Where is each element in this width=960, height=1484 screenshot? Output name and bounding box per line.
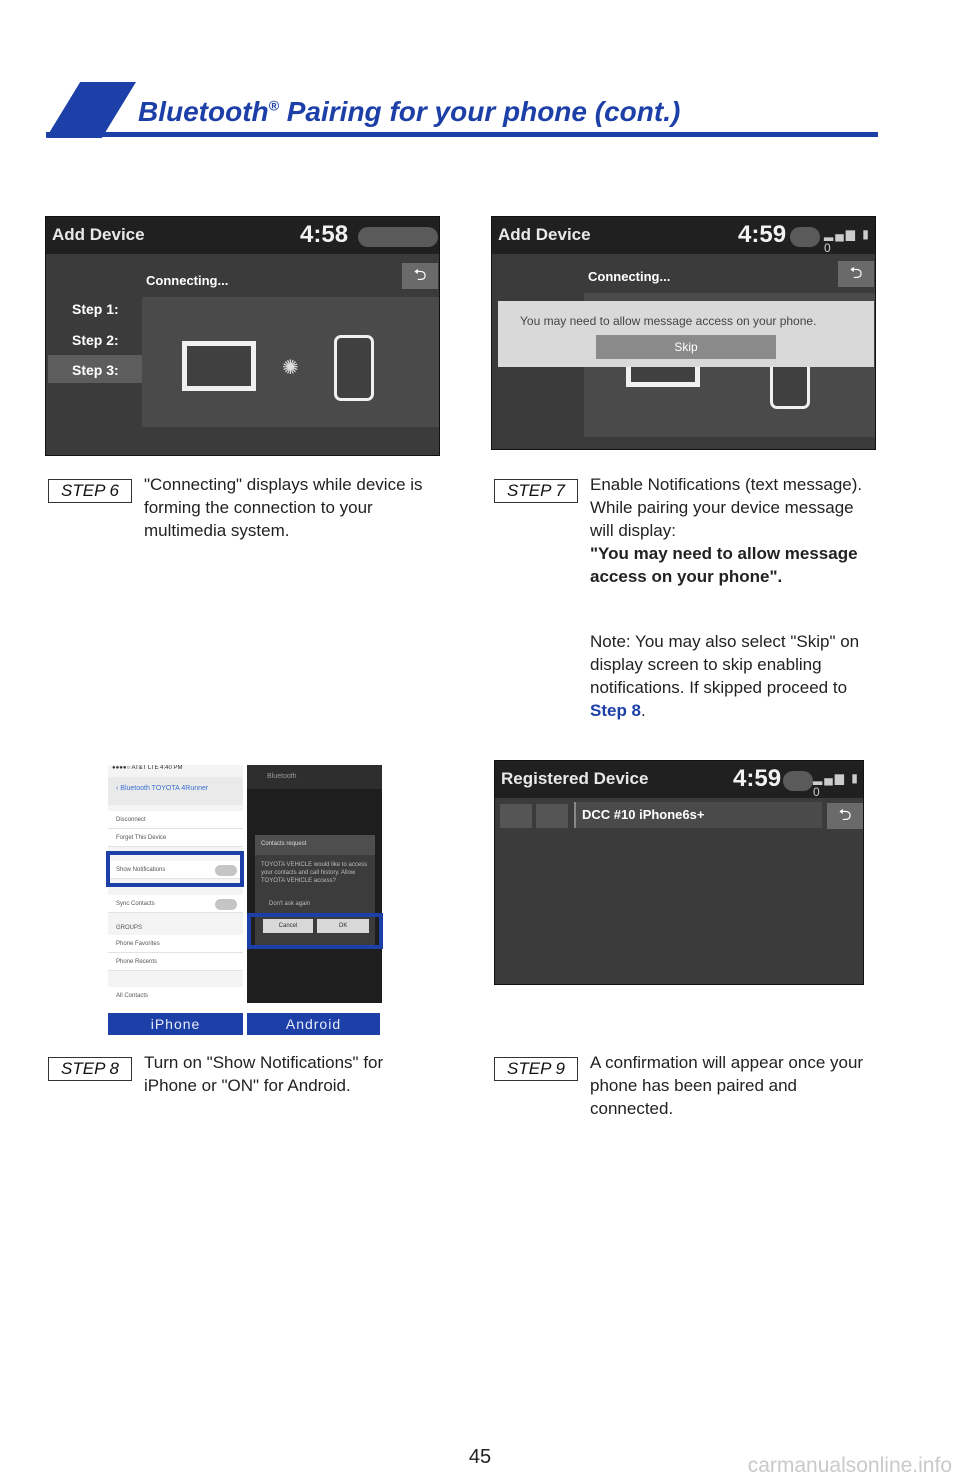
android-dont-ask[interactable]: Don't ask again [269,901,311,907]
iphone-label: iPhone [108,1013,243,1035]
step-7-bold-message: "You may need to allow message access on your phone". [590,544,858,586]
step-3-label: Step 3: [72,362,119,378]
android-header: Bluetooth [247,765,382,789]
step-8-badge: STEP 8 [48,1057,132,1081]
step-6-badge: STEP 6 [48,479,132,503]
connecting-label: Connecting... [146,273,229,288]
ios-row-show-notifications[interactable]: Show Notifications [108,861,243,879]
step-7-text: Enable Notifications (text message). While pairing your device message will display: "You may need to allow message access on your phone". [590,475,863,586]
ios-row-favorites[interactable]: Phone Favorites [108,935,243,953]
connecting-label: Connecting... [588,269,671,284]
page-title: Bluetooth® Pairing for your phone (cont.) [138,96,681,127]
ios-nav-bar: ‹ Bluetooth TOYOTA 4Runner [108,777,243,805]
head-unit-icon [182,341,256,391]
ios-row-all-contacts[interactable]: All Contacts [108,987,243,1003]
dialog-message: You may need to allow message access on your phone. [520,314,817,328]
step-7-badge: STEP 7 [494,479,578,503]
screen-clock: 4:58 [300,221,349,248]
ios-row-disconnect[interactable]: Disconnect [108,811,243,829]
phone-icon [334,335,374,401]
android-dialog-body: TOYOTA VEHICLE would like to access your contacts and call history. Allow TOYOTA VEHICLE access? [261,862,368,884]
android-ok-button[interactable]: OK [317,919,369,933]
bluetooth-audio-icon [536,804,568,828]
screen-title: Registered Device [501,769,649,788]
ios-row-groups: GROUPS [108,919,243,937]
android-label: Android [247,1013,380,1035]
signal-battery-icon: ▂▄▆ ▮ 0 [813,771,860,799]
bluetooth-phone-icon [500,804,532,828]
step-8-link[interactable]: Step 8 [590,701,642,720]
android-buttons-highlight [247,913,383,949]
ios-row-forget[interactable]: Forget This Device [108,829,243,847]
step-2-label: Step 2: [72,332,119,348]
registered-device-name[interactable]: DCC #10 iPhone6s+ [574,802,822,828]
screenshot-message-access-dialog [491,216,876,450]
screen-clock: 4:59 [738,221,787,248]
back-button[interactable]: ⮌ [838,261,874,287]
step-9-badge: STEP 9 [494,1057,578,1081]
loading-spinner-icon: ✺ [282,357,299,379]
screenshot-add-device-connecting [45,216,440,456]
screen-title: Add Device [498,225,591,244]
android-permission-screenshot [247,765,382,1003]
page-number: 45 [468,1446,492,1468]
sync-contacts-toggle[interactable] [215,899,237,910]
show-notifications-highlight [106,851,244,887]
screen-status-pill [783,771,813,791]
step-7-note: Note: You may also select "Skip" on display screen to skip enabling notifications. If skipped proceed to Step 8. [590,632,860,720]
screen-title: Add Device [52,225,145,244]
step-1-label: Step 1: [72,301,119,317]
android-cancel-button[interactable]: Cancel [263,919,313,933]
signal-battery-icon: ▂▄▆ ▮ 0 [824,227,871,255]
watermark: carmanualsonline.info [747,1454,952,1477]
step-9-text: A confirmation will appear once your phone has been paired and connected. [590,1053,864,1118]
android-dialog-title: Contacts request [255,835,375,855]
step-8-text: Turn on "Show Notifications" for iPhone or "ON" for Android. [144,1053,384,1095]
ios-row-sync-contacts[interactable]: Sync Contacts [108,895,243,913]
back-button[interactable]: ⮌ [402,263,438,289]
screenshot-registered-device [494,760,864,985]
screen-status-pill [790,227,820,247]
skip-button[interactable]: Skip [596,335,776,359]
ios-row-recents[interactable]: Phone Recents [108,953,243,971]
ios-status-bar: ●●●●○ AT&T LTE 4:40 PM [112,765,183,771]
step-6-text: "Connecting" displays while device is forming the connection to your multimedia system. [144,475,423,540]
screen-status-pill [358,227,438,247]
header-rule [46,132,878,137]
screen-clock: 4:59 [733,765,782,792]
header-accent-tab [46,82,136,138]
back-button[interactable]: ⮌ [827,803,863,829]
